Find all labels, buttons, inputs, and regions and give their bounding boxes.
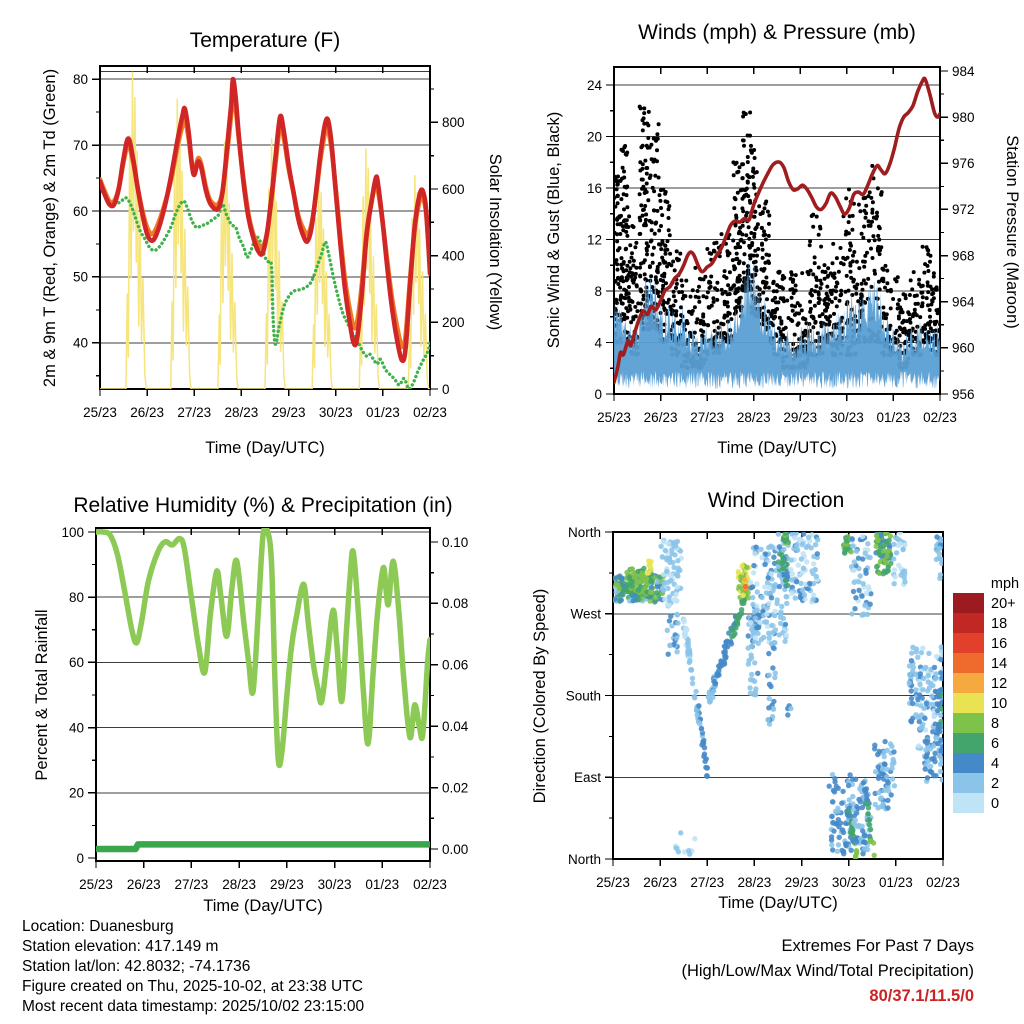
precipitation-total <box>97 844 428 849</box>
x-tick-label: 28/23 <box>737 875 772 890</box>
y2-tick-label: 968 <box>952 248 975 264</box>
legend-label: 4 <box>991 756 1000 772</box>
x-tick-label: 30/23 <box>831 875 866 890</box>
legend-label: 6 <box>991 736 1000 752</box>
x-tick-label: 28/23 <box>224 405 259 420</box>
legend-swatch <box>953 713 984 733</box>
y-tick-label: 50 <box>72 269 88 285</box>
x-tick-label: 25/23 <box>596 875 630 890</box>
temp-2m <box>100 79 430 361</box>
y2-tick-label: 200 <box>442 315 465 331</box>
x-tick-label: 25/23 <box>79 877 113 892</box>
y-tick-label: 20 <box>586 129 602 145</box>
humidity-precip-chart <box>0 470 512 930</box>
station-info <box>22 917 364 1017</box>
x-tick-label: 29/23 <box>271 405 306 420</box>
extremes-summary <box>681 934 974 1009</box>
wind-direction-xlabel: Time (Day/UTC) <box>718 894 838 912</box>
extremes-values: 80/37.1/11.5/0 <box>869 987 974 1005</box>
y2-tick-label: 980 <box>952 109 975 125</box>
legend-swatch <box>953 693 984 713</box>
x-tick-label: 02/23 <box>926 875 960 890</box>
relative-humidity <box>96 527 430 766</box>
x-tick-label: 29/23 <box>783 410 818 425</box>
x-tick-label: 27/23 <box>174 877 209 892</box>
winds-ylabel-left: Sonic Wind & Gust (Blue, Black) <box>545 111 563 349</box>
humidity-title: Relative Humidity (%) & Precipitation (in) <box>73 494 453 517</box>
y2-tick-label: 400 <box>442 248 465 264</box>
legend-label: 10 <box>991 696 1008 712</box>
legend-label: 2 <box>991 776 1000 792</box>
x-tick-label: 01/23 <box>876 410 911 425</box>
y2-tick-label: 956 <box>952 386 975 402</box>
y-tick-label: 24 <box>586 77 602 93</box>
legend-swatch <box>953 593 984 613</box>
speed-color-legend <box>953 593 1016 813</box>
temperature-ylabel-right: Solar Insolation (Yellow) <box>486 153 504 331</box>
legend-label: 20+ <box>991 596 1016 612</box>
x-tick-label: 27/23 <box>177 405 212 420</box>
temperature-chart <box>0 0 512 470</box>
x-tick-label: 01/23 <box>365 877 400 892</box>
y-tick-label: North <box>567 524 601 540</box>
y2-tick-label: 800 <box>442 115 465 131</box>
x-tick-label: 26/23 <box>643 875 678 890</box>
y-tick-label: West <box>570 606 601 622</box>
legend-swatch <box>953 773 984 793</box>
x-tick-label: 26/23 <box>130 405 165 420</box>
y2-tick-label: 600 <box>442 181 465 197</box>
y2-tick-label: 0.02 <box>442 780 469 796</box>
footer-created: Figure created on Thu, 2025-10-02, at 23:38 UTC <box>22 978 363 995</box>
legend-label: 18 <box>991 616 1008 632</box>
y-tick-label: 8 <box>594 283 602 299</box>
winds-ylabel-right: Station Pressure (Maroon) <box>1003 135 1021 329</box>
wind-direction-title: Wind Direction <box>707 489 845 512</box>
y2-tick-label: 0.10 <box>442 534 469 550</box>
legend-swatch <box>953 673 984 693</box>
y-tick-label: 80 <box>72 71 88 87</box>
y-tick-label: 0 <box>594 386 602 402</box>
temperature-plot-area <box>73 66 465 420</box>
y-tick-label: 40 <box>68 720 84 736</box>
legend-units-label: mph <box>990 576 1020 592</box>
x-tick-label: 01/23 <box>878 875 913 890</box>
y-tick-label: 12 <box>586 232 602 248</box>
footer-latlon: Station lat/lon: 42.8032; -74.1736 <box>22 958 251 975</box>
y-tick-label: 70 <box>72 137 88 153</box>
x-tick-label: 30/23 <box>829 410 864 425</box>
legend-swatch <box>953 613 984 633</box>
y-tick-label: 60 <box>68 655 84 671</box>
humidity-series <box>96 527 430 849</box>
footer-location: Location: Duanesburg <box>22 918 174 935</box>
x-tick-label: 26/23 <box>126 877 161 892</box>
y2-tick-label: 0.08 <box>442 596 469 612</box>
wind-direction-ylabel-left: Direction (Colored By Speed) <box>531 588 549 804</box>
legend-swatch <box>953 733 984 753</box>
y-tick-label: North <box>567 851 601 867</box>
winds-title: Winds (mph) & Pressure (mb) <box>638 21 916 44</box>
humidity-ylabel-left: Percent & Total Rainfall <box>33 609 51 781</box>
legend-label: 8 <box>991 716 1000 732</box>
legend-swatch <box>953 653 984 673</box>
y2-tick-label: 960 <box>952 340 975 356</box>
wind-direction-plot-area <box>566 525 960 890</box>
legend-label: 16 <box>991 636 1008 652</box>
y-tick-label: 100 <box>61 524 84 540</box>
y2-tick-label: 984 <box>952 63 975 79</box>
y-tick-label: 80 <box>68 590 84 605</box>
y-tick-label: 4 <box>594 335 602 351</box>
extremes-title: Extremes For Past 7 Days <box>781 937 974 955</box>
y2-tick-label: 976 <box>952 156 975 172</box>
humidity-xlabel: Time (Day/UTC) <box>203 897 323 915</box>
y-tick-label: 60 <box>72 203 88 219</box>
x-tick-label: 02/23 <box>413 405 447 420</box>
humidity-plot-area <box>61 525 468 892</box>
legend-label: 0 <box>991 796 1000 812</box>
winds-plot-area <box>587 64 975 425</box>
winds-pressure-chart <box>512 0 1024 470</box>
winds-xlabel: Time (Day/UTC) <box>717 439 837 457</box>
y-tick-label: 16 <box>586 180 602 196</box>
x-tick-label: 26/23 <box>643 410 678 425</box>
x-tick-label: 28/23 <box>736 410 771 425</box>
temperature-title: Temperature (F) <box>189 29 341 52</box>
y2-tick-label: 0.06 <box>442 657 469 673</box>
x-tick-label: 02/23 <box>923 410 957 425</box>
x-tick-label: 30/23 <box>318 405 353 420</box>
legend-swatch <box>953 793 984 813</box>
x-tick-label: 28/23 <box>222 877 257 892</box>
y-tick-label: 20 <box>68 785 84 801</box>
legend-label: 12 <box>991 676 1008 692</box>
y2-tick-label: 0.00 <box>442 841 469 857</box>
y2-tick-label: 0.04 <box>442 719 469 734</box>
x-tick-label: 02/23 <box>413 877 447 892</box>
extremes-subtitle: (High/Low/Max Wind/Total Precipitation) <box>681 962 974 980</box>
legend-label: 14 <box>991 656 1008 672</box>
wind-direction-chart <box>512 470 1024 930</box>
y2-tick-label: 964 <box>952 294 975 310</box>
y-tick-label: 0 <box>76 850 84 866</box>
x-tick-label: 25/23 <box>83 405 117 420</box>
legend-swatch <box>953 753 984 773</box>
legend-swatch <box>953 633 984 653</box>
x-tick-label: 27/23 <box>690 410 725 425</box>
x-tick-label: 29/23 <box>269 877 304 892</box>
x-tick-label: 25/23 <box>597 410 631 425</box>
x-tick-label: 27/23 <box>690 875 725 890</box>
x-tick-label: 30/23 <box>317 877 352 892</box>
y-tick-label: South <box>565 688 601 704</box>
y2-tick-label: 0 <box>442 381 450 397</box>
temperature-xlabel: Time (Day/UTC) <box>205 439 325 457</box>
x-tick-label: 01/23 <box>365 405 400 420</box>
x-tick-label: 29/23 <box>784 875 819 890</box>
footer-elevation: Station elevation: 417.149 m <box>22 938 219 955</box>
temperature-ylabel-left: 2m & 9m T (Red, Orange) & 2m Td (Green) <box>41 68 59 388</box>
y2-tick-label: 972 <box>952 202 975 218</box>
footer-timestamp: Most recent data timestamp: 2025/10/02 23:15:00 <box>22 998 365 1015</box>
y-tick-label: East <box>573 770 601 786</box>
temperature-series <box>100 72 430 389</box>
y-tick-label: 40 <box>72 335 88 351</box>
